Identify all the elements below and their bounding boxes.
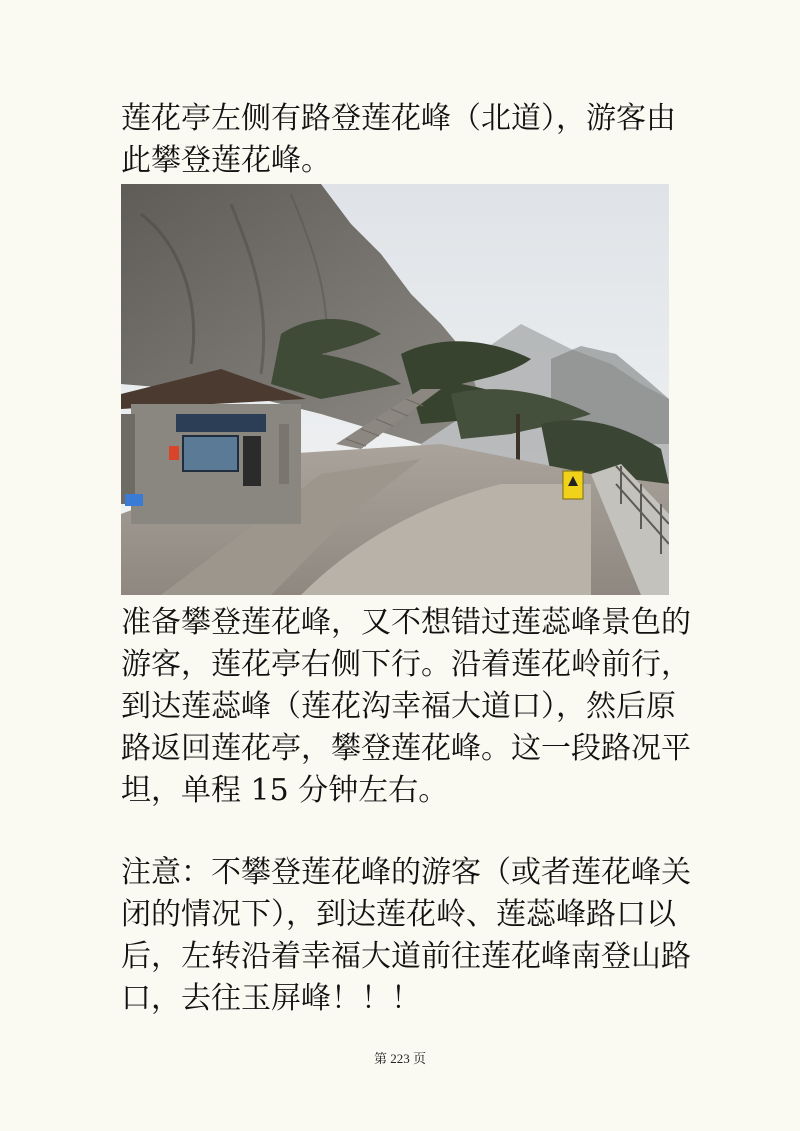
text-line: 此攀登莲花峰。 — [121, 143, 331, 178]
text-line: 莲花亭左侧有路登莲花峰（北道），游客由 — [121, 101, 676, 136]
text-line: 口，去往玉屏峰！！！ — [121, 981, 421, 1016]
text-line: 闭的情况下），到达莲花岭、莲蕊峰路口以 — [121, 897, 676, 932]
text-line: 注意：不攀登莲花峰的游客（或者莲花峰关 — [121, 855, 691, 890]
text-line: 到达莲蕊峰（莲花沟幸福大道口），然后原 — [121, 689, 676, 724]
paragraph-route — [121, 602, 691, 812]
paragraph-intro — [121, 98, 681, 182]
page-number: 第 223 页 — [373, 1051, 426, 1066]
text-line: 路返回莲花亭，攀登莲花峰。这一段路况平 — [121, 731, 691, 766]
paragraph-notice — [121, 852, 691, 1020]
text-line: 准备攀登莲花峰，又不想错过莲蕊峰景色的 — [121, 605, 691, 640]
scenic-photo — [121, 184, 669, 595]
text-line: 坦，单程 15 分钟左右。 — [121, 773, 449, 808]
text-line: 后，左转沿着幸福大道前往莲花峰南登山路 — [121, 939, 691, 974]
text-line: 游客，莲花亭右侧下行。沿着莲花岭前行， — [121, 647, 691, 682]
